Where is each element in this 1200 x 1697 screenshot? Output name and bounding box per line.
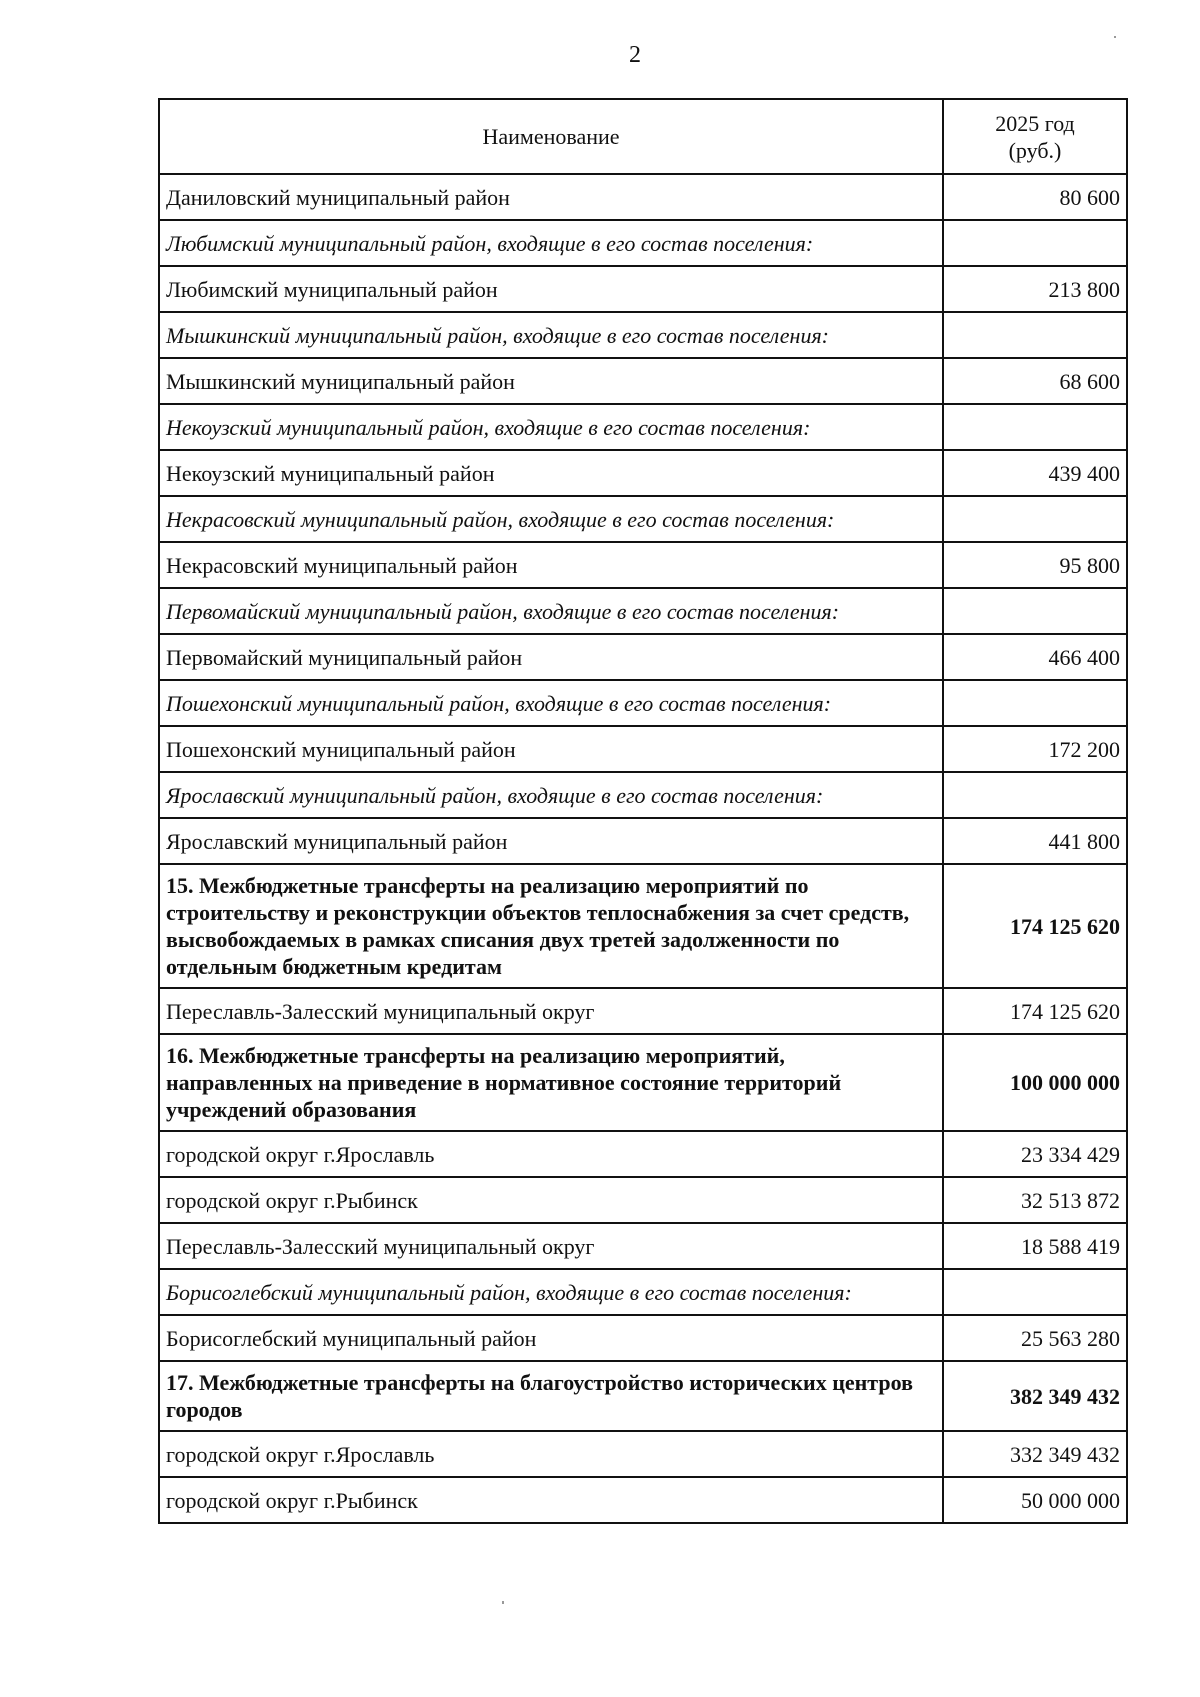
row-name-cell: Борисоглебский муниципальный район bbox=[159, 1315, 943, 1361]
row-value-cell: 32 513 872 bbox=[943, 1177, 1127, 1223]
table-row bbox=[159, 726, 1127, 772]
row-value-cell: 23 334 429 bbox=[943, 1131, 1127, 1177]
row-name-cell: 15. Межбюджетные трансферты на реализацию мероприятий по строительству и реконструкции объектов теплоснабжения за счет средств, высвобождаемых в рамках списания двух третей задолженности по отдельным бюджетным кредитам bbox=[159, 864, 943, 988]
row-name-cell: Борисоглебский муниципальный район, входящие в его состав поселения: bbox=[159, 1269, 943, 1315]
table-row bbox=[159, 1477, 1127, 1523]
table-row bbox=[159, 266, 1127, 312]
column-header-year bbox=[943, 99, 1127, 174]
scan-mark bbox=[1114, 36, 1116, 38]
table-row bbox=[159, 634, 1127, 680]
group-heading-row bbox=[159, 404, 1127, 450]
table-row bbox=[159, 1431, 1127, 1477]
table-header-row bbox=[159, 99, 1127, 174]
row-name-cell: Любимский муниципальный район, входящие в его состав поселения: bbox=[159, 220, 943, 266]
row-name-cell: Мышкинский муниципальный район, входящие в его состав поселения: bbox=[159, 312, 943, 358]
row-value-cell bbox=[943, 588, 1127, 634]
row-name-cell: Пошехонский муниципальный район bbox=[159, 726, 943, 772]
row-name-cell: Переславль-Залесский муниципальный округ bbox=[159, 988, 943, 1034]
row-name-cell: Первомайский муниципальный район, входящие в его состав поселения: bbox=[159, 588, 943, 634]
row-value-cell: 100 000 000 bbox=[943, 1034, 1127, 1131]
row-value-cell: 80 600 bbox=[943, 174, 1127, 220]
row-value-cell: 25 563 280 bbox=[943, 1315, 1127, 1361]
row-name-cell: Некоузский муниципальный район bbox=[159, 450, 943, 496]
group-heading-row bbox=[159, 312, 1127, 358]
row-name-cell: Мышкинский муниципальный район bbox=[159, 358, 943, 404]
row-name-cell: Переславль-Залесский муниципальный округ bbox=[159, 1223, 943, 1269]
group-heading-row bbox=[159, 496, 1127, 542]
row-name-cell: Любимский муниципальный район bbox=[159, 266, 943, 312]
table-row bbox=[159, 1131, 1127, 1177]
group-heading-row bbox=[159, 220, 1127, 266]
row-value-cell: 50 000 000 bbox=[943, 1477, 1127, 1523]
row-value-cell: 68 600 bbox=[943, 358, 1127, 404]
row-name-cell: Первомайский муниципальный район bbox=[159, 634, 943, 680]
page-number: 2 bbox=[629, 42, 641, 68]
row-value-cell bbox=[943, 680, 1127, 726]
row-name-cell: городской округ г.Ярославль bbox=[159, 1131, 943, 1177]
row-value-cell: 174 125 620 bbox=[943, 988, 1127, 1034]
row-name-cell: 17. Межбюджетные трансферты на благоустройство исторических центров городов bbox=[159, 1361, 943, 1431]
row-name-cell: городской округ г.Рыбинск bbox=[159, 1477, 943, 1523]
column-header-name: Наименование bbox=[159, 99, 943, 174]
row-value-cell: 441 800 bbox=[943, 818, 1127, 864]
row-name-cell: городской округ г.Ярославль bbox=[159, 1431, 943, 1477]
row-value-cell bbox=[943, 312, 1127, 358]
row-value-cell: 18 588 419 bbox=[943, 1223, 1127, 1269]
row-value-cell: 439 400 bbox=[943, 450, 1127, 496]
column-header-year-line2: (руб.) bbox=[1008, 137, 1062, 163]
row-name-cell: Некоузский муниципальный район, входящие в его состав поселения: bbox=[159, 404, 943, 450]
table-row bbox=[159, 988, 1127, 1034]
row-value-cell: 382 349 432 bbox=[943, 1361, 1127, 1431]
row-value-cell bbox=[943, 1269, 1127, 1315]
table-row bbox=[159, 818, 1127, 864]
group-heading-row bbox=[159, 680, 1127, 726]
column-header-year-line1: 2025 год bbox=[995, 110, 1075, 136]
row-value-cell: 174 125 620 bbox=[943, 864, 1127, 988]
row-value-cell bbox=[943, 220, 1127, 266]
row-name-cell: Ярославский муниципальный район bbox=[159, 818, 943, 864]
row-value-cell bbox=[943, 772, 1127, 818]
section-row bbox=[159, 1361, 1127, 1431]
table-row bbox=[159, 174, 1127, 220]
row-value-cell bbox=[943, 496, 1127, 542]
table-row bbox=[159, 450, 1127, 496]
table-row bbox=[159, 1315, 1127, 1361]
row-name-cell: городской округ г.Рыбинск bbox=[159, 1177, 943, 1223]
row-name-cell: Даниловский муниципальный район bbox=[159, 174, 943, 220]
table-row bbox=[159, 1223, 1127, 1269]
section-row bbox=[159, 1034, 1127, 1131]
table-row bbox=[159, 358, 1127, 404]
row-value-cell: 95 800 bbox=[943, 542, 1127, 588]
table-row bbox=[159, 542, 1127, 588]
row-name-cell: Ярославский муниципальный район, входящие в его состав поселения: bbox=[159, 772, 943, 818]
group-heading-row bbox=[159, 588, 1127, 634]
row-name-cell: Некрасовский муниципальный район bbox=[159, 542, 943, 588]
table-body bbox=[159, 174, 1127, 1523]
row-name-cell: Некрасовский муниципальный район, входящие в его состав поселения: bbox=[159, 496, 943, 542]
scan-mark bbox=[502, 1601, 504, 1604]
budget-table bbox=[158, 98, 1128, 1524]
group-heading-row bbox=[159, 1269, 1127, 1315]
section-row bbox=[159, 864, 1127, 988]
row-value-cell: 332 349 432 bbox=[943, 1431, 1127, 1477]
row-value-cell: 172 200 bbox=[943, 726, 1127, 772]
group-heading-row bbox=[159, 772, 1127, 818]
row-value-cell bbox=[943, 404, 1127, 450]
row-name-cell: Пошехонский муниципальный район, входящие в его состав поселения: bbox=[159, 680, 943, 726]
table-row bbox=[159, 1177, 1127, 1223]
row-name-cell: 16. Межбюджетные трансферты на реализацию мероприятий, направленных на приведение в нормативное состояние территорий учреждений образования bbox=[159, 1034, 943, 1131]
row-value-cell: 466 400 bbox=[943, 634, 1127, 680]
row-value-cell: 213 800 bbox=[943, 266, 1127, 312]
